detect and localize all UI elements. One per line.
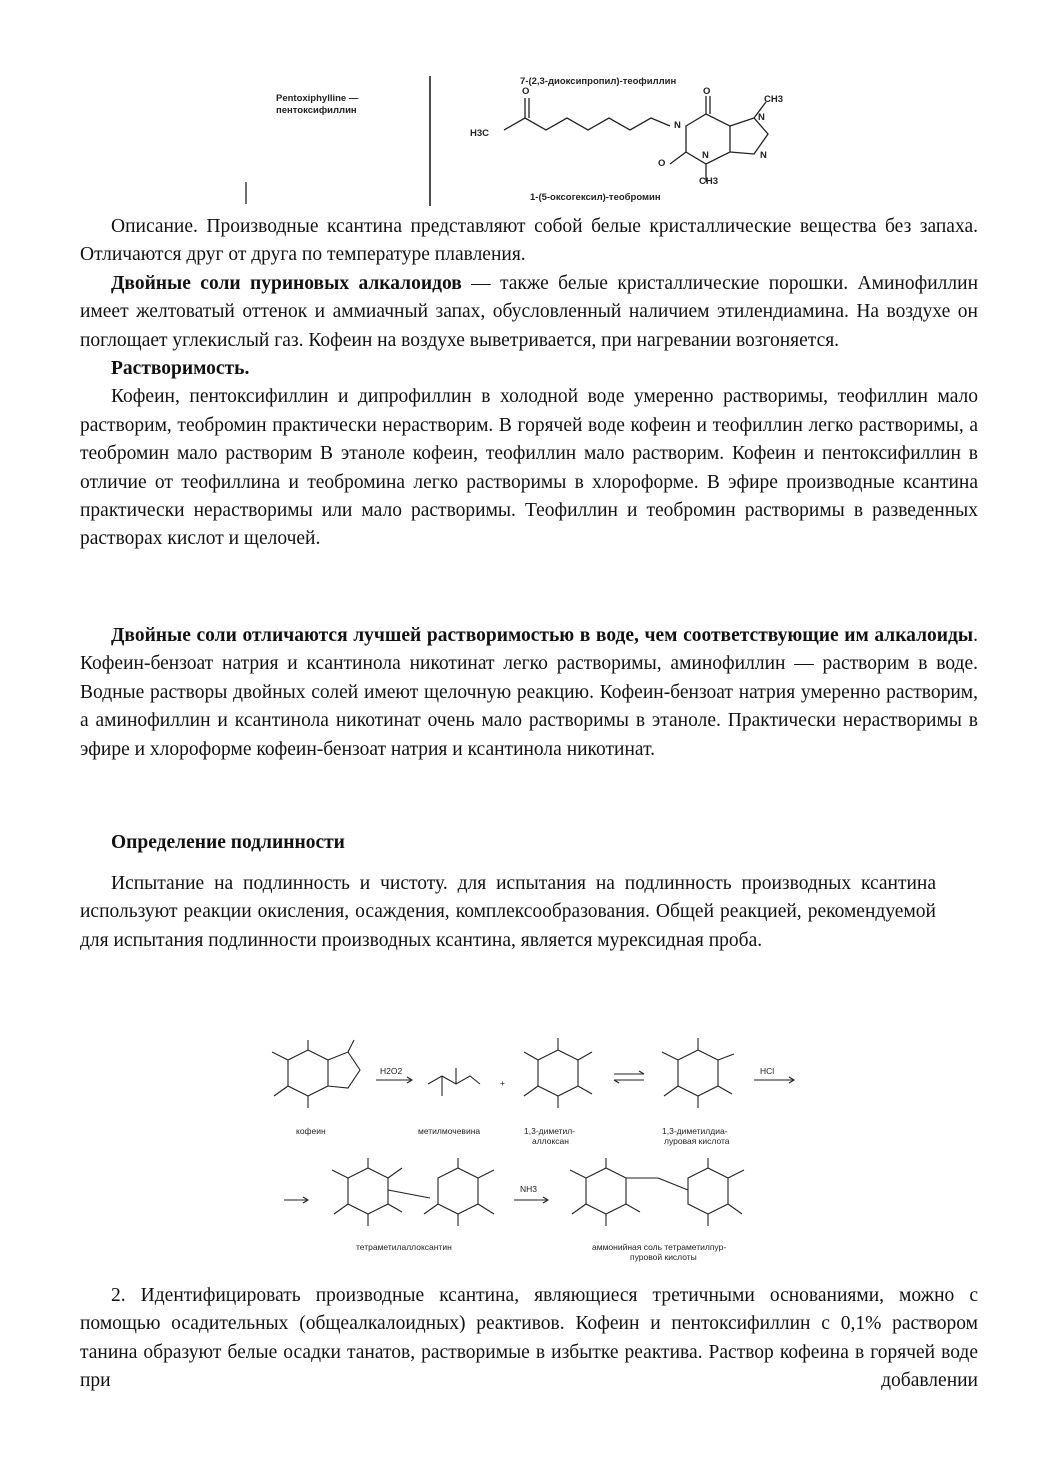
paragraph-double-salts-bold: Двойные соли пуриновых алкалоидов bbox=[111, 272, 462, 294]
paragraph-solubility-text: . Кофеин-бензоат натрия и ксантинола никотинат легко растворимы, аминофиллин — растворим в воде. Водные растворы двойных солей имеют щелочную реакцию. Кофеин-бензоат натрия умеренно растворим, а аминофиллин и ксантинола никотинат очень мало растворимы в этаноле. Практически нерастворимы в эфире и хлороформе кофеин-бензоат натрия и ксантинола никотинат. bbox=[80, 625, 978, 760]
caption-caffeine: кофеин bbox=[296, 1126, 326, 1136]
reagent-nh3: NH3 bbox=[520, 1184, 538, 1194]
heading-solubility: Растворимость. bbox=[111, 358, 250, 380]
atom-n3: N bbox=[702, 150, 709, 161]
paragraph-identity: Испытание на подлинность и чистоту. для испытания на подлинность производных ксантина используют реакции окисления, осаждения, комплексообразования. Общей реакцией, рекомендуемой для испытания подлинности производных ксантина, является мурексидная проба. bbox=[80, 873, 936, 951]
text-block-identity bbox=[80, 870, 936, 955]
caption-methylurea: метилмочевина bbox=[418, 1126, 481, 1136]
atom-n1: N bbox=[674, 120, 681, 131]
atom-o1: O bbox=[522, 86, 530, 97]
paragraph-solubility-bold: Двойные соли отличаются лучшей растворимостью в воде, чем соответствующие им алкалоиды bbox=[111, 625, 974, 646]
reagent-hcl: HCl bbox=[760, 1066, 775, 1076]
murexide-reaction-scheme bbox=[248, 1038, 808, 1270]
paragraph-solubility: Кофеин, пентоксифиллин и дипрофиллин в холодной воде умеренно растворимы, теофиллин мало растворим, теобромин практически нерастворим. В горячей воде кофеин и теофиллин легко растворимы, а теобромин мало растворим В этаноле кофеин, теофиллин мало растворим. Кофеин и пентоксифиллин в отличие от теофиллина и теобромина легко растворимы в хлороформе. В эфире производные ксантина практически нерастворимы или мало растворимы. Теофиллин и теобромин растворимы в разведенных растворах кислот и щелочей. bbox=[80, 386, 978, 550]
text-block-identity-heading bbox=[80, 829, 978, 857]
caption-alloxan-2: аллоксан bbox=[532, 1136, 569, 1146]
caption-dialuric-2: луровая кислота bbox=[664, 1136, 730, 1146]
atom-o3: O bbox=[658, 158, 666, 169]
heading-identity: Определение подлинности bbox=[111, 832, 345, 853]
pentoxifylline-figure bbox=[240, 72, 800, 212]
reagent-h2o2: H2O2 bbox=[380, 1066, 403, 1076]
caption-dialuric-1: 1,3-диметилдиа- bbox=[662, 1126, 728, 1136]
paragraph-double-salts-solubility bbox=[80, 622, 978, 764]
paragraph-precipitation: 2. Идентифицировать производные ксантина, являющиеся третичными основаниями, можно с помощью осадительных (общеалкалоидных) реактивов. Кофеин и пентоксифиллин с 0,1% раствором танина образуют белые осадки танатов, растворимые в избытке реактива. Раствор кофеина в горячей воде при добавлении bbox=[80, 1285, 978, 1392]
figure-label-russian: пентоксифиллин bbox=[276, 105, 357, 116]
caption-ammonium-1: аммонийная соль тетраметилпур- bbox=[592, 1242, 727, 1252]
figure-label-latin: Pentoxiphylline — bbox=[276, 93, 359, 104]
atom-h3c: H3C bbox=[470, 128, 490, 139]
figure-label-bottom: 1-(5-оксогексил)-теобромин bbox=[530, 192, 661, 203]
text-block-double-salts bbox=[80, 622, 978, 764]
text-block-properties bbox=[80, 213, 978, 554]
caption-alloxan-1: 1,3-диметил- bbox=[524, 1126, 576, 1136]
paragraph-description: Описание. Производные ксантина представляют собой белые кристаллические вещества без запаха. Отличаются друг от друга по температуре плавления. bbox=[80, 216, 978, 266]
figure-label-top: 7-(2,3-диоксипропил)-теофиллин bbox=[520, 76, 677, 87]
atom-ch3-top: CH3 bbox=[764, 94, 784, 105]
paragraph-double-salts bbox=[80, 270, 978, 355]
atom-ch3-bottom: CH3 bbox=[699, 176, 719, 187]
reaction-structures bbox=[248, 1038, 808, 1270]
atom-n9: N bbox=[760, 150, 767, 161]
pentoxifylline-structure bbox=[240, 72, 800, 212]
caption-tetramethylalloxantin: тетраметилаллоксантин bbox=[356, 1242, 452, 1252]
text-block-precipitation bbox=[80, 1282, 978, 1396]
caption-ammonium-2: пуровой кислоты bbox=[630, 1252, 697, 1262]
plus-sign: + bbox=[500, 1078, 505, 1088]
paragraph-double-salts-text: — также белые кристаллические порошки. Аминофиллин имеет желтоватый оттенок и аммиачный запах, обусловленный наличием этилендиамина. На воздухе он поглощает углекислый газ. Кофеин на воздухе выветривается, при нагревании возгоняется. bbox=[80, 272, 979, 351]
atom-o2: O bbox=[703, 86, 711, 97]
atom-n7: N bbox=[758, 112, 765, 123]
